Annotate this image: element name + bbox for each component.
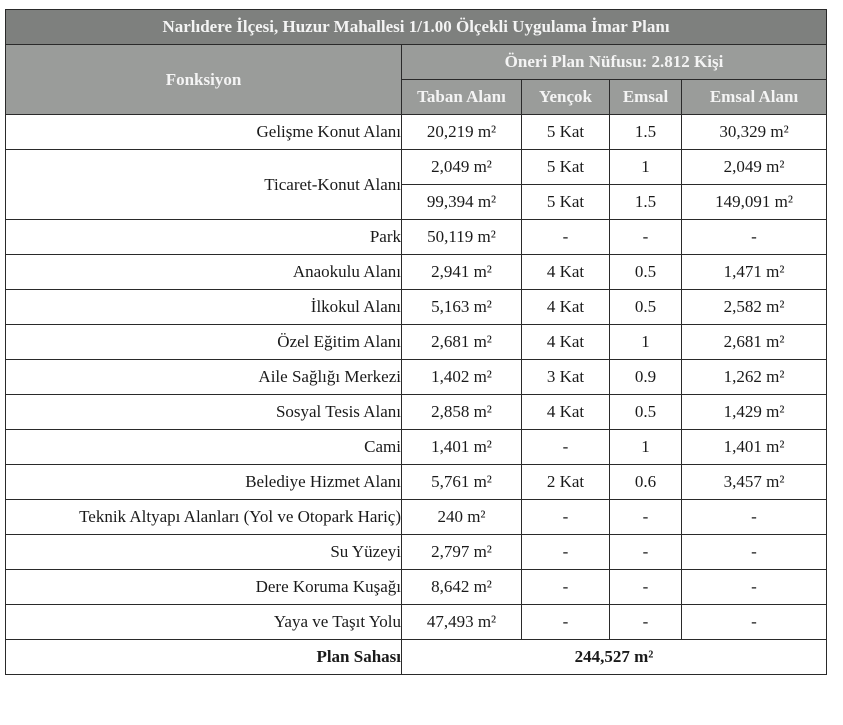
cell-emsal: 0.6 [610, 465, 682, 500]
cell-emsal: - [610, 535, 682, 570]
cell-taban: 1,402 m² [402, 360, 522, 395]
cell-yencok: 3 Kat [522, 360, 610, 395]
cell-fonksiyon: Su Yüzeyi [6, 535, 402, 570]
cell-emsal-alani: 2,582 m² [682, 290, 827, 325]
cell-emsal-alani: 30,329 m² [682, 115, 827, 150]
table-title: Narlıdere İlçesi, Huzur Mahallesi 1/1.00 Ölçekli Uygulama İmar Planı [6, 10, 827, 45]
cell-emsal: 0.5 [610, 290, 682, 325]
cell-emsal: 0.9 [610, 360, 682, 395]
cell-taban: 2,049 m² [402, 150, 522, 185]
total-row [6, 640, 827, 675]
cell-emsal: 1 [610, 150, 682, 185]
cell-yencok: 5 Kat [522, 150, 610, 185]
total-value: 244,527 m² [402, 640, 827, 675]
cell-emsal-alani: - [682, 220, 827, 255]
cell-emsal: - [610, 500, 682, 535]
cell-fonksiyon: Özel Eğitim Alanı [6, 325, 402, 360]
cell-emsal-alani: - [682, 605, 827, 640]
cell-emsal-alani: 1,471 m² [682, 255, 827, 290]
cell-yencok: - [522, 605, 610, 640]
column-header-emsal-alani: Emsal Alanı [682, 80, 827, 115]
cell-taban: 50,119 m² [402, 220, 522, 255]
table-row [6, 570, 827, 605]
cell-fonksiyon: Ticaret-Konut Alanı [6, 150, 402, 220]
table-row [6, 430, 827, 465]
cell-taban: 2,941 m² [402, 255, 522, 290]
cell-emsal: 1.5 [610, 185, 682, 220]
table-row [6, 290, 827, 325]
cell-yencok: - [522, 570, 610, 605]
table-row [6, 395, 827, 430]
cell-emsal-alani: - [682, 535, 827, 570]
table-row [6, 605, 827, 640]
cell-emsal-alani: - [682, 500, 827, 535]
cell-yencok: - [522, 500, 610, 535]
column-header-taban-alani: Taban Alanı [402, 80, 522, 115]
cell-fonksiyon: İlkokul Alanı [6, 290, 402, 325]
cell-emsal: - [610, 605, 682, 640]
cell-emsal-alani: 1,401 m² [682, 430, 827, 465]
cell-emsal: 1.5 [610, 115, 682, 150]
cell-fonksiyon: Aile Sağlığı Merkezi [6, 360, 402, 395]
cell-taban: 20,219 m² [402, 115, 522, 150]
cell-taban: 5,761 m² [402, 465, 522, 500]
cell-fonksiyon: Dere Koruma Kuşağı [6, 570, 402, 605]
cell-emsal-alani: 1,262 m² [682, 360, 827, 395]
cell-emsal-alani: 2,049 m² [682, 150, 827, 185]
cell-yencok: 2 Kat [522, 465, 610, 500]
cell-taban: 2,797 m² [402, 535, 522, 570]
table-row [6, 535, 827, 570]
cell-taban: 2,858 m² [402, 395, 522, 430]
cell-emsal-alani: 2,681 m² [682, 325, 827, 360]
cell-yencok: - [522, 535, 610, 570]
cell-emsal: - [610, 220, 682, 255]
cell-fonksiyon: Belediye Hizmet Alanı [6, 465, 402, 500]
cell-yencok: 5 Kat [522, 115, 610, 150]
cell-fonksiyon: Cami [6, 430, 402, 465]
cell-fonksiyon: Anaokulu Alanı [6, 255, 402, 290]
table-row [6, 360, 827, 395]
table-row [6, 150, 827, 185]
cell-fonksiyon: Park [6, 220, 402, 255]
table-row [6, 500, 827, 535]
table-row [6, 465, 827, 500]
cell-taban: 240 m² [402, 500, 522, 535]
group-header-population: Öneri Plan Nüfusu: 2.812 Kişi [402, 45, 827, 80]
cell-fonksiyon: Yaya ve Taşıt Yolu [6, 605, 402, 640]
cell-emsal-alani: 149,091 m² [682, 185, 827, 220]
cell-emsal: - [610, 570, 682, 605]
cell-emsal-alani: - [682, 570, 827, 605]
cell-yencok: 4 Kat [522, 395, 610, 430]
cell-emsal: 1 [610, 430, 682, 465]
cell-taban: 1,401 m² [402, 430, 522, 465]
table-row [6, 255, 827, 290]
zoning-plan-table [5, 9, 827, 675]
cell-taban: 8,642 m² [402, 570, 522, 605]
cell-emsal: 0.5 [610, 395, 682, 430]
cell-yencok: 4 Kat [522, 255, 610, 290]
column-header-emsal: Emsal [610, 80, 682, 115]
cell-emsal-alani: 1,429 m² [682, 395, 827, 430]
cell-yencok: - [522, 430, 610, 465]
total-label: Plan Sahası [6, 640, 402, 675]
table-row [6, 325, 827, 360]
cell-taban: 5,163 m² [402, 290, 522, 325]
table-row [6, 220, 827, 255]
column-header-yencok: Yençok [522, 80, 610, 115]
cell-emsal: 0.5 [610, 255, 682, 290]
cell-fonksiyon: Teknik Altyapı Alanları (Yol ve Otopark Hariç) [6, 500, 402, 535]
cell-yencok: - [522, 220, 610, 255]
cell-taban: 99,394 m² [402, 185, 522, 220]
cell-yencok: 4 Kat [522, 290, 610, 325]
cell-taban: 2,681 m² [402, 325, 522, 360]
table-row [6, 115, 827, 150]
cell-emsal: 1 [610, 325, 682, 360]
column-header-fonksiyon: Fonksiyon [6, 45, 402, 115]
cell-fonksiyon: Gelişme Konut Alanı [6, 115, 402, 150]
cell-yencok: 4 Kat [522, 325, 610, 360]
cell-emsal-alani: 3,457 m² [682, 465, 827, 500]
cell-fonksiyon: Sosyal Tesis Alanı [6, 395, 402, 430]
cell-taban: 47,493 m² [402, 605, 522, 640]
cell-yencok: 5 Kat [522, 185, 610, 220]
